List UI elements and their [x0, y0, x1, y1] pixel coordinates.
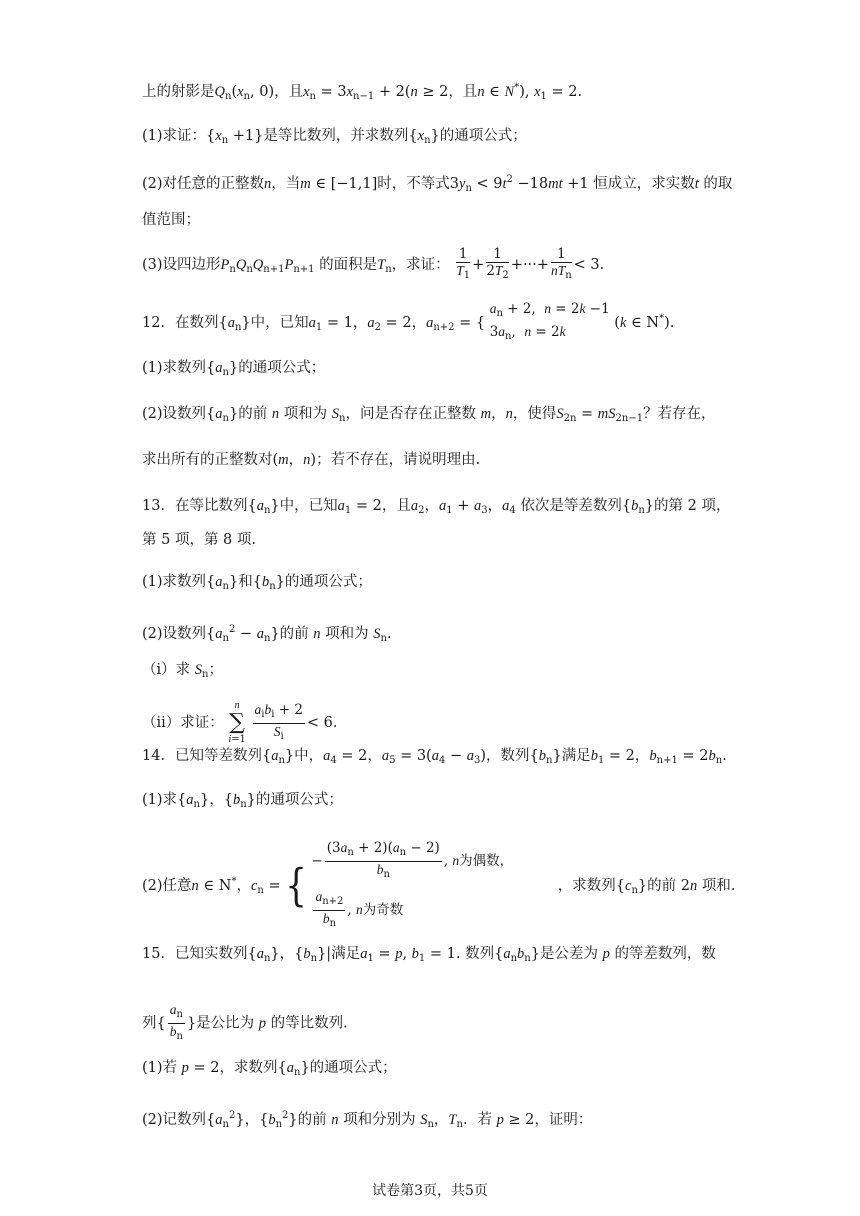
text: (2)记数列 — [142, 1112, 207, 1128]
text: ； — [208, 662, 223, 678]
text: (1)求数列 — [142, 360, 207, 376]
q13-stem-cont — [142, 530, 256, 550]
text: 12．在数列 — [142, 315, 219, 331]
text: 为奇数 — [362, 902, 404, 918]
text: 15．已知实数列 — [142, 946, 248, 962]
q13-part2: (2)设数列$\{a_n^2 - a_n\}$的前 n 项和为 $S_n$. — [142, 624, 392, 644]
text: . — [599, 257, 605, 273]
text: 值范围； — [142, 212, 200, 228]
piecewise: − $\frac{(3a_n + 2)(a_n - 2)}{b_n}$ , n为偶数， $\frac{a_{n+2}}{b_n}$ , n为奇数 — [311, 840, 514, 929]
text: ，使得 — [512, 406, 557, 422]
text: 的前 — [297, 1112, 327, 1128]
text: ， — [634, 748, 650, 764]
text: 14．已知等差数列 — [142, 748, 262, 764]
text: 满足 — [561, 748, 591, 764]
q14-part1: (1)求$\{a_n\}$，$\{b_n\}$的通项公式； — [142, 792, 343, 810]
text: 列 — [142, 1015, 157, 1032]
text: 的前 — [279, 626, 309, 642]
text: 项和分别为 — [343, 1112, 416, 1128]
q15-stem: 15．已知实数列$\{a_n\}$，$\{b_n\}|$满足$a_1 = p$, $b_1 = 1$. 数列$\{a_nb_n\}$是公差为 p 的等差数列，数 — [142, 946, 716, 964]
q14-part2: (2)任意n ∈ N*，$c_n$ = { − $\frac{(3a_n + 2)(a_n - 2)}{b_n}$ , n为偶数， $\frac{a_{n+2}}{b_n}$ , n为奇数 ，求数列$\{c_n\}$的前 2n 项和. — [142, 840, 735, 932]
text: ，求数列 — [557, 878, 616, 894]
text: 中， — [294, 748, 324, 764]
text: (2)任意 — [142, 878, 192, 894]
text: 的通项公式； — [284, 574, 372, 590]
q14-stem: 14．已知等差数列$\{a_n\}$中，$a_4 = 2$，$a_5 = 3(a_4 - a_3)$，数列$\{b_n\}$满足$b_1 = 2$，$b_{n+1} = 2b_n$. — [142, 748, 727, 766]
text: ， — [411, 315, 427, 331]
text: 是等比数列，并求数列 — [263, 128, 409, 144]
text: ，且 — [381, 498, 411, 514]
text: (1)求证： — [142, 128, 207, 144]
text: (1)若 — [142, 1060, 178, 1076]
text: 恒成立，求实数 — [593, 176, 695, 192]
text: 中，已知 — [279, 498, 338, 514]
fraction: $\frac{1}{nT_n}$ — [550, 246, 572, 281]
text: ；若不存在，请说明理由. — [316, 452, 481, 468]
q11-part1: (1)求证：$\{x_n +1\}$是等比数列，并求数列$\{x_n\}$的通项公式； — [142, 128, 527, 146]
text: ， — [352, 315, 368, 331]
q13-part1: (1)求数列$\{a_n\}$和$\{b_n\}$的通项公式； — [142, 574, 372, 592]
text: . — [669, 315, 675, 331]
text: (2)对任意的正整数 — [142, 176, 265, 192]
text: 13．在等比数列 — [142, 498, 248, 514]
text: (1)求数列 — [142, 574, 207, 590]
q13-part2-ii: （ii）求证： n ∑ i=1 $\frac{a_ib_i + 2}{S_i}$ < 6. — [142, 700, 338, 745]
text: . — [722, 748, 727, 764]
text: 的通项公式； — [255, 792, 343, 808]
text: ， — [244, 1112, 260, 1128]
text: 的取 — [703, 176, 733, 192]
fraction: $\frac{1}{T_1}$ — [456, 246, 471, 281]
text: 项和为 — [283, 406, 328, 422]
page-footer: 试卷第3页，共5页 — [372, 1183, 488, 1199]
text: 的等比数列. — [270, 1015, 348, 1032]
text: . — [332, 715, 338, 731]
text: ，且 — [448, 84, 478, 100]
text: . 数列 — [455, 946, 495, 962]
text: (2)设数列 — [142, 406, 207, 422]
text: 时，不等式 — [377, 176, 450, 192]
text: ， — [236, 878, 251, 894]
text: 项和. — [701, 878, 736, 894]
q11-part2: (2)对任意的正整数n，当m ∈ [−1,1]时，不等式$3y_n < 9t^2 -18mt +1$ 恒成立，求实数t 的取 — [142, 174, 733, 194]
text: 和 — [238, 574, 253, 590]
q12-part1: (1)求数列$\{a_n\}$的通项公式； — [142, 360, 326, 378]
text: 的面积是 — [319, 257, 378, 273]
text: ，求数列 — [219, 1060, 278, 1076]
text: （ii）求证： — [142, 715, 224, 731]
text: 依次是等差数列 — [520, 498, 622, 514]
text: ， — [279, 946, 295, 962]
text: 是公差为 — [539, 946, 598, 962]
text: ？若存在， — [643, 406, 716, 422]
text: 的通项公式； — [309, 1060, 397, 1076]
text: . — [386, 626, 392, 642]
q12-part2-cont: 求出所有的正整数对(m，n)；若不存在，请说明理由. — [142, 452, 481, 468]
text: 的通项公式； — [238, 360, 326, 376]
fraction: $\frac{a_ib_i + 2}{S_i}$ — [254, 701, 303, 742]
text: 的第 2 项， — [654, 498, 731, 514]
fraction: $\frac{a_n}{b_n}$ — [169, 1002, 183, 1042]
piecewise: $a_n + 2$, n = 2k −1 $3a_n$, n = 2k — [489, 301, 610, 342]
brace: { — [285, 860, 307, 912]
text: (3)设四边形 — [142, 257, 221, 273]
text: 中，已知 — [250, 315, 309, 331]
text: ，当 — [271, 176, 301, 192]
text: ， — [433, 1112, 449, 1128]
text: （i）求 — [142, 662, 191, 678]
q12-stem: 12．在数列$\{a_n\}$中，已知$a_1 = 1$，$a_2 = 2$，$a_{n+2}$ = { $a_n + 2$, n = 2k −1 $3a_n$, n = 2k (k ∈ N*). — [142, 300, 674, 346]
text: ， — [209, 792, 224, 808]
text: ．若 — [462, 1112, 492, 1128]
text: ，证明： — [534, 1112, 593, 1128]
text: 满足 — [331, 946, 361, 962]
text: (2)设数列 — [142, 626, 207, 642]
text: 上的射影是 — [142, 84, 215, 100]
q15-part2: (2)记数列$\{a_n^2\}$，$\{b_n^2\}$的前 n 项和分别为 $S_n$，$T_n$．若 p ≥ 2，证明： — [142, 1110, 593, 1130]
text: 的等差数列，数 — [614, 946, 716, 962]
q13-stem: 13．在等比数列$\{a_n\}$中，已知$a_1 = 2$，且$a_2$，$a_1 + a_3$，$a_4$ 依次是等差数列$\{b_n\}$的第 2 项， — [142, 498, 731, 516]
q13-part2-i: （i）求 $S_n$； — [142, 662, 223, 680]
q11-intro-line: 上的射影是$Q_n(x_n$, 0)，且$x_n = 3x_{n-1} + 2(n \ge 2$，且n ∈ N*), $x_1 = 2$. — [142, 82, 583, 102]
text: ，问是否存在正整数 — [345, 406, 476, 422]
text: (1)求 — [142, 792, 178, 808]
summation: n ∑ i=1 — [228, 700, 246, 745]
text: 项和为 — [325, 626, 369, 642]
text: 的前 — [647, 878, 677, 894]
text: 的前 — [238, 406, 268, 422]
q15-stem-cont: 列{ $\frac{a_n}{b_n}$ }是公比为 p 的等比数列. — [142, 1002, 348, 1045]
q11-part2-cont — [142, 210, 200, 230]
text: 第 5 项，第 8 项. — [142, 532, 256, 548]
text: 是公比为 — [196, 1015, 255, 1032]
fraction: $\frac{1}{2T_2}$ — [486, 246, 509, 281]
text: ，数列 — [486, 748, 530, 764]
q11-part3: (3)设四边形$P_nQ_nQ_{n+1}P_{n+1}$ 的面积是$T_n$，求证： $\frac{1}{T_1}$ + $\frac{1}{2T_2}$ +···+ $\frac{1}{nT_n}$ < 3. — [142, 246, 604, 284]
text: 为偶数， — [459, 853, 514, 869]
text: 的通项公式； — [439, 128, 527, 144]
q15-part1: (1)若 p = 2，求数列$\{a_n\}$的通项公式； — [142, 1060, 397, 1078]
text: ，求证： — [391, 257, 450, 273]
text: ， — [367, 748, 382, 764]
text: ，且 — [274, 84, 304, 100]
text: 求出所有的正整数对 — [142, 452, 273, 468]
q12-part2: (2)设数列$\{a_n\}$的前 n 项和为 $S_n$，问是否存在正整数 m，n，使得$S_{2n} = mS_{2n-1}$？若存在， — [142, 406, 716, 424]
